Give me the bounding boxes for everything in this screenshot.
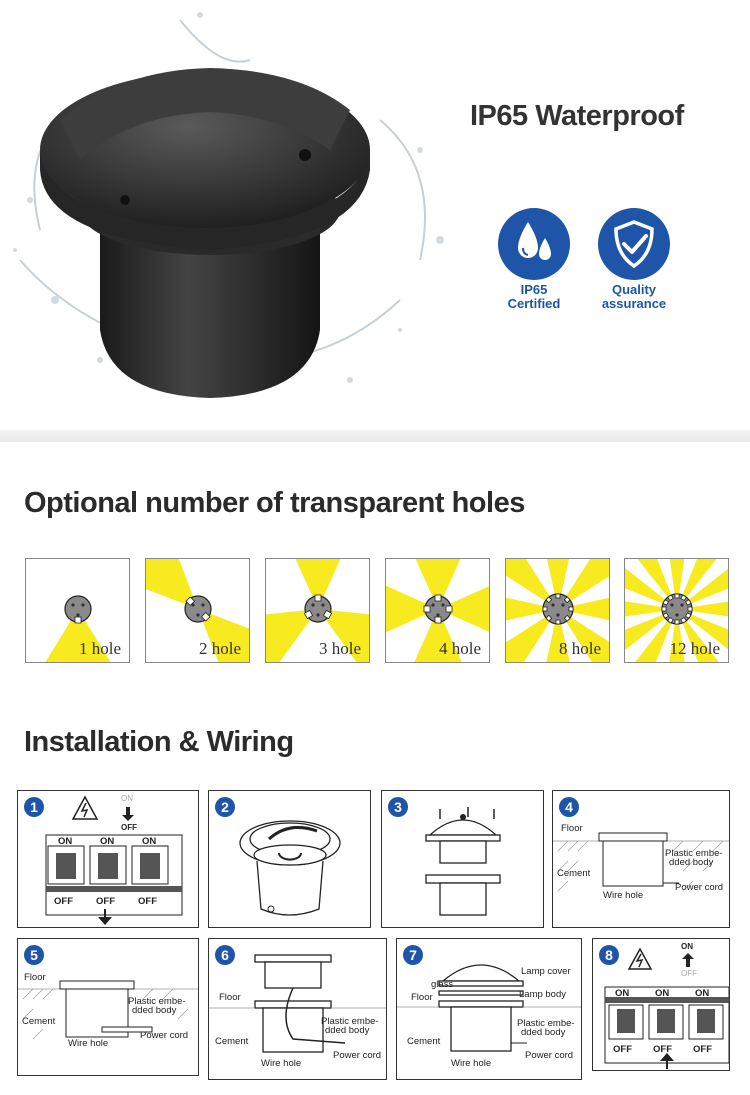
hole-notch — [543, 607, 547, 611]
screw-dot — [441, 603, 444, 606]
step-number-badge: 7 — [403, 945, 423, 965]
step-number-badge: 8 — [599, 945, 619, 965]
screw-dot — [311, 603, 314, 606]
screw-dot — [436, 613, 439, 616]
screw-dot — [316, 613, 319, 616]
step-2-panel — [208, 790, 371, 928]
screw-dot — [670, 603, 673, 606]
hole-label: 2 hole — [198, 639, 241, 658]
hole-notch — [556, 620, 560, 624]
step-number-badge: 1 — [24, 797, 44, 817]
holes-heading: Optional number of transparent holes — [24, 487, 525, 519]
hole-notch — [446, 606, 452, 612]
section-divider — [0, 430, 750, 442]
step-number-badge: 2 — [215, 797, 235, 817]
hole-notch — [688, 607, 692, 611]
hole-label: 4 hole — [438, 639, 481, 658]
step-number-badge: 5 — [24, 945, 44, 965]
breaker-off-illustration — [18, 791, 199, 928]
screw-dot — [561, 603, 564, 606]
screw-dot — [556, 613, 559, 616]
step-5-panel: 5 Floor Plastic embe- dded body Cement Power cord Wire hole — [17, 938, 199, 1076]
install-heading: Installation & Wiring — [24, 726, 294, 758]
hole-label: 12 hole — [669, 639, 720, 658]
screw-dot — [81, 603, 84, 606]
step-3-panel — [381, 790, 544, 928]
badge-ip65-label: IP65 Certified — [507, 282, 561, 311]
screw-dot — [431, 603, 434, 606]
hole-notch — [569, 607, 573, 611]
hole-option-3 — [265, 558, 370, 663]
step-7-panel: 7 Lamp cover glass Lamp body Floor Plastic embe- dded body Cement Power cord Wire hole — [396, 938, 582, 1080]
hole-notch — [435, 595, 441, 601]
screw-dot — [76, 613, 79, 616]
lamp-product-illustration — [0, 0, 470, 430]
screw-dot — [321, 603, 324, 606]
step-number-badge: 4 — [559, 797, 579, 817]
waterproof-title: IP65 Waterproof — [470, 100, 684, 132]
screw-dot — [680, 603, 683, 606]
lamp-head-icon — [662, 594, 692, 624]
hole-notch — [315, 595, 321, 601]
step-4-panel: 4 Floor Plastic embe- dded body Cement Power cord Wire hole — [552, 790, 730, 928]
screw-dot — [196, 613, 199, 616]
hero-section — [0, 0, 750, 430]
hole-notch — [675, 620, 679, 624]
screw-dot — [551, 603, 554, 606]
step-number-badge: 6 — [215, 945, 235, 965]
hole-notch — [675, 594, 679, 598]
shield-check-icon — [598, 208, 670, 280]
hole-notch — [424, 606, 430, 612]
screw-dot — [71, 603, 74, 606]
water-drops-icon — [498, 208, 570, 280]
screw-dot — [675, 613, 678, 616]
hole-notch — [435, 617, 441, 623]
step-number-badge: 3 — [388, 797, 408, 817]
hole-label: 8 hole — [558, 639, 601, 658]
hole-notch — [75, 617, 81, 623]
hole-notch — [556, 594, 560, 598]
hole-option-12 — [624, 558, 729, 663]
hole-label: 3 hole — [318, 639, 361, 658]
screw-dot — [191, 603, 194, 606]
badge-quality-label: Quality assurance — [601, 282, 667, 311]
screw-dot — [201, 603, 204, 606]
hole-option-1 — [25, 558, 130, 663]
step-6-panel: 6 Floor Plastic embe- dded body Cement Power cord Wire hole — [208, 938, 387, 1080]
hole-option-2 — [145, 558, 250, 663]
hole-option-4 — [385, 558, 490, 663]
step-8-panel: 8 ON OFF ON ON ON OFF OFF OFF — [592, 938, 730, 1071]
hole-notch — [662, 607, 666, 611]
step-1-panel: 1 ON OFF ON ON ON OFF OFF OFF — [17, 790, 199, 928]
hole-option-8 — [505, 558, 610, 663]
hole-label: 1 hole — [78, 639, 121, 658]
